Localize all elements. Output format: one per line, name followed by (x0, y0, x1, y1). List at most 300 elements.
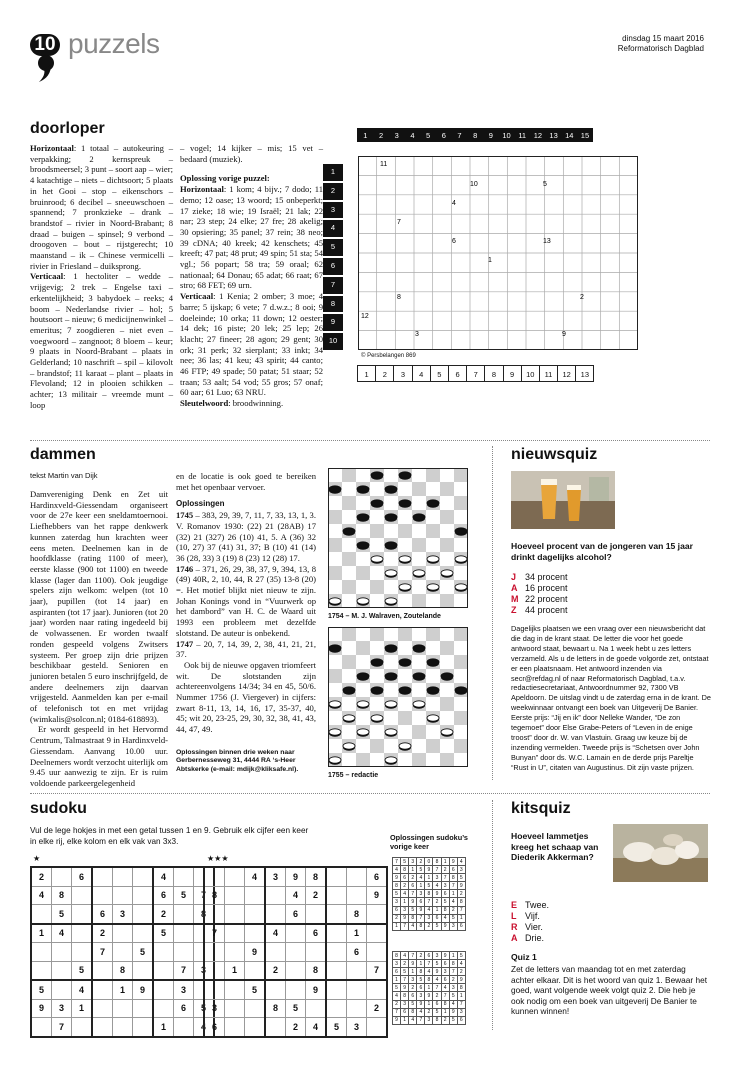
sudoku-cell[interactable] (326, 867, 347, 886)
crossword-row-header: 2 (323, 183, 343, 200)
sudoku-cell[interactable]: 3 (52, 999, 72, 1018)
sudoku-cell[interactable] (204, 980, 225, 999)
sudoku-cell[interactable] (31, 961, 52, 980)
kitsquiz-quiz-title: Quiz 1 (511, 952, 537, 962)
sudoku-cell[interactable]: 5 (326, 1018, 347, 1037)
solution-cell: 2 (409, 874, 417, 882)
sudoku-cell[interactable] (225, 867, 245, 886)
sudoku-cell[interactable] (367, 924, 388, 943)
sudoku-cell[interactable]: 3 (174, 980, 194, 999)
sudoku-cell[interactable]: 2 (265, 961, 286, 980)
sudoku-cell[interactable] (113, 1018, 133, 1037)
board-1755-caption: 1755 – redactie (328, 772, 379, 779)
crossword-column-headers (358, 128, 593, 142)
problem-1746-solution: – 371, 26, 29, 38, 37, 9, 394, 13, 8 (49) 40R, 2, 10, 44, R 27 (35) 13-8 (20) =. Het motief blijkt niet nieuw te zijn. Johan Konings vond in “Vuurwerk op het dambord” van H. C. de Waard uit 1993 een probleem met dezelfde slotstand. De auteur is onbekend. (176, 563, 316, 638)
solution-cell: 2 (417, 858, 425, 866)
solution-cell: 6 (425, 952, 433, 960)
sudoku-cell[interactable]: 5 (194, 999, 215, 1018)
keyword-box[interactable]: 10 (521, 365, 540, 382)
solution-cell: 4 (441, 984, 449, 992)
sudoku-cell[interactable]: 8 (306, 961, 327, 980)
solution-cell: 1 (409, 968, 417, 976)
cw-clue-9: 9 (562, 331, 566, 338)
sudoku-cell[interactable] (204, 943, 225, 962)
sudoku-cell[interactable] (31, 1018, 52, 1037)
keyword-box[interactable]: 6 (448, 365, 467, 382)
cw-clue-2: 2 (580, 294, 584, 301)
sudoku-cell[interactable] (31, 905, 52, 924)
crossword-col-header: 7 (451, 128, 468, 142)
crossword-col-header: 2 (373, 128, 390, 142)
solution-cell: 4 (417, 874, 425, 882)
sudoku-cell[interactable] (174, 943, 194, 962)
sudoku-cell[interactable] (286, 961, 306, 980)
solution-cell: 3 (409, 976, 417, 984)
solution-cell: 6 (433, 914, 441, 922)
sudoku-cell[interactable]: 7 (52, 1018, 72, 1037)
sudoku-cell[interactable] (286, 924, 306, 943)
sudoku-cell[interactable] (174, 924, 194, 943)
solution-cell: 8 (409, 1008, 417, 1016)
keyword-box[interactable]: 3 (393, 365, 412, 382)
sudoku-cell[interactable] (225, 999, 245, 1018)
sudoku-cell[interactable] (286, 943, 306, 962)
sudoku-cell[interactable] (174, 905, 194, 924)
solution-cell: 0 (425, 858, 433, 866)
keyword-box[interactable]: 4 (412, 365, 431, 382)
sudoku-cell[interactable] (133, 867, 154, 886)
solution-h-label: Horizontaal (180, 184, 224, 195)
solution-cell: 7 (425, 960, 433, 968)
sudoku-cell[interactable] (133, 961, 154, 980)
cw-clue-11: 11 (380, 161, 388, 168)
column-divider (492, 446, 494, 780)
cw-clue-3: 3 (415, 331, 419, 338)
solution-cell: 1 (433, 906, 441, 914)
solution-cell: 3 (433, 952, 441, 960)
sudoku-grid-hard[interactable] (203, 866, 388, 1038)
solution-cell: 7 (457, 1000, 465, 1008)
section-title: puzzels (68, 28, 160, 59)
sudoku-grid-easy[interactable] (30, 866, 215, 1038)
solution-cell: 9 (393, 1016, 401, 1024)
vertical-clues-continued: – vogel; 14 kijker – mis; 15 vet – bedaard (muziek). (180, 143, 323, 164)
sudoku-cell[interactable]: 1 (31, 924, 52, 943)
solution-title: Oplossing vorige puzzel (180, 173, 267, 184)
sudoku-cell[interactable] (326, 980, 347, 999)
solution-cell: 8 (417, 922, 425, 930)
sudoku-cell[interactable]: 8 (204, 886, 225, 905)
keyword-box[interactable]: 13 (575, 365, 594, 382)
sudoku-cell[interactable] (204, 961, 225, 980)
sudoku-cell[interactable]: 6 (204, 1018, 225, 1037)
solution-cell: 7 (449, 882, 457, 890)
sudoku-cell[interactable] (92, 980, 113, 999)
solution-cell: 9 (433, 890, 441, 898)
solution-cell: 1 (417, 960, 425, 968)
sudoku-cell[interactable] (326, 886, 347, 905)
doorloper-title: doorloper (30, 120, 105, 137)
sudoku-cell[interactable]: 4 (194, 1018, 215, 1037)
sudoku-cell[interactable]: 6 (367, 867, 388, 886)
sudoku-cell[interactable] (113, 924, 133, 943)
sudoku-cell[interactable]: 2 (153, 905, 174, 924)
sudoku-cell[interactable] (72, 1018, 93, 1037)
sudoku-cell[interactable]: 4 (52, 924, 72, 943)
sudoku-cell[interactable] (245, 886, 266, 905)
sudoku-cell[interactable] (326, 999, 347, 1018)
solution-cell: 9 (425, 866, 433, 874)
sudoku-cell[interactable] (113, 867, 133, 886)
sudoku-cell[interactable] (225, 924, 245, 943)
sudoku-cell[interactable] (52, 943, 72, 962)
solution-cell: 4 (433, 882, 441, 890)
sudoku-cell[interactable] (367, 980, 388, 999)
sudoku-cell[interactable]: 8 (306, 867, 327, 886)
sudoku-cell[interactable] (52, 867, 72, 886)
sudoku-cell[interactable]: 6 (347, 943, 367, 962)
solution-cell: 9 (409, 960, 417, 968)
sudoku-cell[interactable] (306, 999, 327, 1018)
key-word: : broodwinning. (228, 398, 284, 409)
sudoku-cell[interactable]: 2 (367, 999, 388, 1018)
sudoku-cell[interactable]: 6 (72, 867, 93, 886)
sudoku-cell[interactable] (133, 924, 154, 943)
sudoku-cell[interactable] (367, 905, 388, 924)
sudoku-cell[interactable] (52, 961, 72, 980)
sudoku-cell[interactable]: 7 (204, 924, 225, 943)
sudoku-cell[interactable]: 5 (174, 886, 194, 905)
sudoku-cell[interactable] (92, 1018, 113, 1037)
sudoku-cell[interactable]: 6 (174, 999, 194, 1018)
sudoku-cell[interactable]: 1 (347, 924, 367, 943)
solution-cell: 4 (393, 992, 401, 1000)
sudoku-cell[interactable]: 7 (174, 961, 194, 980)
sudoku-cell[interactable] (286, 980, 306, 999)
answer-option[interactable]: A 16 procent (511, 583, 568, 593)
solution-cell: 5 (401, 858, 409, 866)
crossword-grid[interactable] (358, 156, 638, 350)
sudoku-cell[interactable]: 9 (367, 886, 388, 905)
crossword-row-header: 4 (323, 220, 343, 237)
sudoku-cell[interactable] (92, 867, 113, 886)
crossword-col-header: 5 (420, 128, 437, 142)
keyword-box[interactable]: 2 (375, 365, 394, 382)
solution-cell: 5 (393, 984, 401, 992)
sudoku-cell[interactable]: 6 (306, 924, 327, 943)
cw-clue-8: 8 (397, 294, 401, 301)
sudoku-cell[interactable] (113, 943, 133, 962)
sudoku-cell[interactable]: 4 (265, 924, 286, 943)
solution-cell: 4 (433, 976, 441, 984)
problem-1747-label: 1747 (176, 638, 194, 649)
solution-cell: 8 (433, 1016, 441, 1024)
sudoku-cell[interactable]: 2 (92, 924, 113, 943)
sudoku-cell[interactable] (225, 905, 245, 924)
solution-cell: 9 (417, 906, 425, 914)
solution-cell: 2 (409, 984, 417, 992)
answer-option[interactable]: R Vier. (511, 922, 543, 932)
sudoku-cell[interactable]: 4 (306, 1018, 327, 1037)
sudoku-cell[interactable] (174, 867, 194, 886)
solution-cell: 7 (449, 968, 457, 976)
solution-cell: 8 (449, 874, 457, 882)
solution-cell: 3 (433, 874, 441, 882)
sudoku-cell[interactable]: 2 (306, 886, 327, 905)
draughts-board-1754[interactable] (328, 468, 468, 613)
answer-option[interactable]: M 22 procent (511, 594, 568, 604)
answer-option[interactable]: Z 44 procent (511, 605, 568, 615)
sudoku-cell[interactable]: 6 (153, 886, 174, 905)
solution-cell: 1 (449, 952, 457, 960)
solution-cell: 4 (401, 952, 409, 960)
sudoku-cell[interactable] (326, 943, 347, 962)
sudoku-cell[interactable] (265, 980, 286, 999)
keyword-boxes[interactable] (358, 365, 594, 382)
sudoku-cell[interactable] (347, 980, 367, 999)
sudoku-cell[interactable]: 5 (286, 999, 306, 1018)
solution-cell: 6 (393, 906, 401, 914)
sudoku-cell[interactable]: 5 (153, 924, 174, 943)
sudoku-cell[interactable]: 4 (72, 980, 93, 999)
keyword-box[interactable]: 12 (557, 365, 576, 382)
date-block (618, 34, 704, 54)
sudoku-cell[interactable] (245, 924, 266, 943)
sudoku-cell[interactable]: 4 (153, 867, 174, 886)
sudoku-cell[interactable] (347, 961, 367, 980)
sudoku-cell[interactable]: 5 (133, 943, 154, 962)
solution-cell: 4 (409, 922, 417, 930)
column-divider (492, 800, 494, 1030)
sudoku-cell[interactable] (92, 886, 113, 905)
sudoku-cell[interactable]: 9 (133, 980, 154, 999)
solution-cell: 9 (441, 922, 449, 930)
sudoku-cell[interactable] (306, 943, 327, 962)
answer-option[interactable]: E Twee. (511, 900, 550, 910)
sudoku-cell[interactable]: 3 (265, 867, 286, 886)
dammen-byline: tekst Martin van Dijk (30, 471, 98, 480)
sudoku-cell[interactable] (265, 943, 286, 962)
cw-clue-12: 12 (361, 313, 369, 320)
sudoku-cell[interactable] (225, 886, 245, 905)
sudoku-cell[interactable]: 9 (306, 980, 327, 999)
sudoku-cell[interactable]: 7 (367, 961, 388, 980)
solution-cell: 5 (417, 866, 425, 874)
sudoku-cell[interactable] (306, 905, 327, 924)
sudoku-cell[interactable]: 7 (92, 943, 113, 962)
solution-cell: 2 (441, 1016, 449, 1024)
sudoku-cell[interactable]: 2 (286, 1018, 306, 1037)
sudoku-cell[interactable] (347, 999, 367, 1018)
sudoku-cell[interactable] (367, 1018, 388, 1037)
sudoku-cell[interactable] (326, 961, 347, 980)
dammen-footer: Oplossingen binnen drie weken naar Gerbernesseweg 31, 4444 RA ‘s-Heer Abtskerke (e-mail: mdijk@kliksafe.nl). (176, 748, 299, 773)
sudoku-cell[interactable] (153, 961, 174, 980)
sudoku-cell[interactable] (204, 867, 225, 886)
sudoku-cell[interactable]: 3 (204, 999, 225, 1018)
sudoku-cell[interactable]: 4 (286, 886, 306, 905)
sudoku-solution-2 (392, 951, 466, 1025)
sudoku-cell[interactable] (245, 961, 266, 980)
sudoku-cell[interactable] (225, 980, 245, 999)
sudoku-level-2: ★★★ (207, 854, 229, 863)
solution-cell: 2 (401, 960, 409, 968)
sudoku-cell[interactable]: 9 (286, 867, 306, 886)
solution-cell: 7 (409, 890, 417, 898)
solution-cell: 2 (393, 1000, 401, 1008)
solution-cell: 1 (441, 1008, 449, 1016)
doorloper-clues-col2: – vogel; 14 kijker – mis; 15 vet – bedaard (muziek). Oplossing vorige puzzel: Horizontaal: 1 kom; 4 bijv.; 7 dodo; 11 demo; 12 oase; 13 woord; 15 onbeperkt; 17 zieke; 18 wie; 19 Israël; 21 lak; 22 nar; 23 step; 24 elke; 27 fre; 28 akelig; 30 opsiering; 35 panel; 37 rein; 38 neo; 39 cDNA; 40 kreek; 42 kenschets; 45 kreeft; 47 pat; 48 prut; 49 spin; 51 sta; 54 vgl.; 56 popart; 58 tra; 59 oraal; 62 nationaal; 64 Donau; 65 adat; 66 raat; 67 stro; 68 FET; 69 urn. Verticaal: 1 Kenia; 2 omber; 3 moe; 4 barre; 5 ijskap; 6 vete; 7 d.w.z.; 8 ooi; 9 doeleinde; 10 orka; 11 down; 12 oester; 14 dek; 16 piste; 20 lek; 25 lep; 26 klacht; 27 fineer; 28 agon; 29 gent; 30 ork; 31 perk; 32 sierplant; 33 inkt; 34 nee; 36 las; 41 keu; 43 spirit; 44 canto; 46 FTP; 49 spade; 50 patat; 51 staar; 52 traan; 53 aalt; 54 vod; 55 gros; 57 onaf; 60 aar; 61 Luo; 63 NRU. Sleutelwoord: broodwinning. (180, 143, 323, 409)
sudoku-cell[interactable] (133, 999, 154, 1018)
sudoku-cell[interactable] (31, 943, 52, 962)
sudoku-cell[interactable]: 5 (245, 980, 266, 999)
sudoku-cell[interactable]: 6 (286, 905, 306, 924)
answer-option[interactable]: J 34 procent (511, 572, 568, 582)
sudoku-cell[interactable]: 5 (72, 961, 93, 980)
solution-cell: 3 (409, 858, 417, 866)
crossword-grid-svg (358, 156, 638, 350)
solution-cell: 7 (441, 992, 449, 1000)
solution-cell: 2 (433, 898, 441, 906)
sudoku-cell[interactable]: 1 (225, 961, 245, 980)
keyword-box[interactable]: 9 (503, 365, 522, 382)
sudoku-cell[interactable] (245, 999, 266, 1018)
vertical-clues: : 1 hectoliter – wedde – vrijgevig; 2 trek – Engelse taxi – erkentelijkheid; 3 babydoek – reeks; 4 boom – Nederlandse rivier – hol; 5 houtsoort – nieuw; 6 medicijnenwinkel – emeritus; 7 zoogdieren – niet even – voegwoord – zangnoot; 8 bloem – keur; 9 plaats in Noord-Brabant – plaats in Gelderland; 10 naschrift – spil – kilovolt – brandstof; 11 karaat – plant – plaats in Flevoland; 12 in plooien schikken – achter; 13 militair – vreemde munt – loop (30, 271, 173, 410)
sudoku-cell[interactable]: 8 (265, 999, 286, 1018)
solution-cell: 8 (457, 898, 465, 906)
sudoku-cell[interactable]: 4 (245, 867, 266, 886)
solution-cell: 9 (401, 914, 409, 922)
sudoku-cell[interactable] (265, 1018, 286, 1037)
sudoku-cell[interactable] (265, 886, 286, 905)
solution-cell: 1 (393, 922, 401, 930)
solution-cell: 2 (449, 906, 457, 914)
solution-cell: 1 (393, 976, 401, 984)
sudoku-cell[interactable] (347, 867, 367, 886)
crossword-col-header: 9 (483, 128, 500, 142)
solution-cell: 9 (449, 1008, 457, 1016)
sudoku-cell[interactable] (326, 924, 347, 943)
crossword-row-header: 10 (323, 333, 343, 350)
keyword-box[interactable]: 8 (484, 365, 503, 382)
keyword-box[interactable]: 1 (357, 365, 376, 382)
sudoku-cell[interactable] (113, 999, 133, 1018)
solution-cell: 3 (457, 1008, 465, 1016)
sudoku-cell[interactable]: 8 (113, 961, 133, 980)
sudoku-cell[interactable] (153, 999, 174, 1018)
sudoku-cell[interactable] (113, 886, 133, 905)
solution-cell: 6 (409, 992, 417, 1000)
sudoku-cell[interactable] (245, 905, 266, 924)
sudoku-cell[interactable]: 9 (31, 999, 52, 1018)
sudoku-cell[interactable] (92, 961, 113, 980)
sudoku-cell[interactable] (72, 924, 93, 943)
solution-cell: 4 (425, 906, 433, 914)
sudoku-cell[interactable]: 9 (245, 943, 266, 962)
sudoku-cell[interactable] (204, 905, 225, 924)
sudoku-cell[interactable]: 1 (113, 980, 133, 999)
sudoku-cell[interactable]: 8 (347, 905, 367, 924)
solution-cell: 1 (425, 874, 433, 882)
answer-option[interactable]: L Vijf. (511, 911, 540, 921)
sudoku-cell[interactable]: 3 (194, 961, 215, 980)
sudoku-cell[interactable]: 5 (52, 905, 72, 924)
solution-cell: 3 (457, 866, 465, 874)
crossword-row-header: 5 (323, 239, 343, 256)
sudoku-cell[interactable] (92, 999, 113, 1018)
sudoku-cell[interactable] (245, 1018, 266, 1037)
sudoku-cell[interactable] (52, 980, 72, 999)
sudoku-cell[interactable]: 8 (194, 905, 215, 924)
solution-cell: 1 (425, 984, 433, 992)
sudoku-cell[interactable]: 3 (347, 1018, 367, 1037)
sudoku-cell[interactable]: 3 (113, 905, 133, 924)
solution-cell: 8 (425, 890, 433, 898)
sudoku-cell[interactable] (72, 905, 93, 924)
sudoku-cell[interactable] (72, 886, 93, 905)
solution-cell: 7 (425, 898, 433, 906)
sudoku-cell[interactable]: 7 (194, 886, 215, 905)
draughts-board-1755[interactable] (328, 627, 468, 772)
sudoku-cell[interactable]: 4 (31, 886, 52, 905)
solution-cell: 9 (401, 984, 409, 992)
solution-cell: 1 (401, 898, 409, 906)
solution-cell: 9 (457, 882, 465, 890)
crossword-row-header: 6 (323, 258, 343, 275)
solution-cell: 3 (449, 984, 457, 992)
answer-option[interactable]: A Drie. (511, 933, 545, 943)
solution-cell: 5 (449, 1016, 457, 1024)
sudoku-cell[interactable]: 8 (52, 886, 72, 905)
sudoku-cell[interactable]: 6 (92, 905, 113, 924)
sudoku-cell[interactable]: 1 (153, 1018, 174, 1037)
sudoku-cell[interactable] (133, 886, 154, 905)
keyword-box[interactable]: 5 (430, 365, 449, 382)
sudoku-cell[interactable] (153, 980, 174, 999)
sudoku-cell[interactable]: 2 (31, 867, 52, 886)
solution-cell: 9 (393, 874, 401, 882)
sudoku-cell[interactable]: 1 (72, 999, 93, 1018)
problem-1745-solution: – 383, 29, 39, 7, 11, 7, 33, 13, 1, 3. V. Romanov 1930: (22) 21 (28AB) 17 (32) 21 (327) 26 (10) 41, 5. A (36) 32 (10, 27) 37 (41) 31, 37; B (10) 41 (14) 36 (28, 33) 3 (19) 8 (23) 12 (28) 17. (176, 510, 316, 563)
solution-cell: 7 (417, 914, 425, 922)
sudoku-cell[interactable] (265, 905, 286, 924)
sudoku-cell[interactable] (367, 943, 388, 962)
sudoku-cell[interactable] (326, 905, 347, 924)
solution-cell: 4 (393, 866, 401, 874)
keyword-box[interactable]: 11 (539, 365, 558, 382)
solution-cell: 8 (457, 984, 465, 992)
cw-clue-7: 7 (397, 219, 401, 226)
sudoku-cell[interactable] (225, 943, 245, 962)
sudoku-cell[interactable] (347, 886, 367, 905)
solution-cell: 5 (457, 952, 465, 960)
sudoku-cell[interactable] (174, 1018, 194, 1037)
sudoku-cell[interactable] (225, 1018, 245, 1037)
date-text: dinsdag 15 maart 2016 (622, 34, 704, 43)
solution-cell: 3 (393, 898, 401, 906)
sudoku-cell[interactable] (133, 1018, 154, 1037)
solution-cell: 6 (457, 922, 465, 930)
sudoku-cell[interactable] (72, 943, 93, 962)
sudoku-intro: Vul de lege hokjes in met een getal tussen 1 en 9. Gebruik elk cijfer een keer in elke rij, elke kolom en elk vak van 3x3. (30, 826, 309, 846)
keyword-box[interactable]: 7 (466, 365, 485, 382)
nieuwsquiz-answers (511, 572, 568, 616)
solution-cell: 4 (441, 914, 449, 922)
sudoku-cell[interactable] (153, 943, 174, 962)
sudoku-cell[interactable]: 5 (31, 980, 52, 999)
sudoku-cell[interactable] (133, 905, 154, 924)
divider (30, 793, 710, 794)
